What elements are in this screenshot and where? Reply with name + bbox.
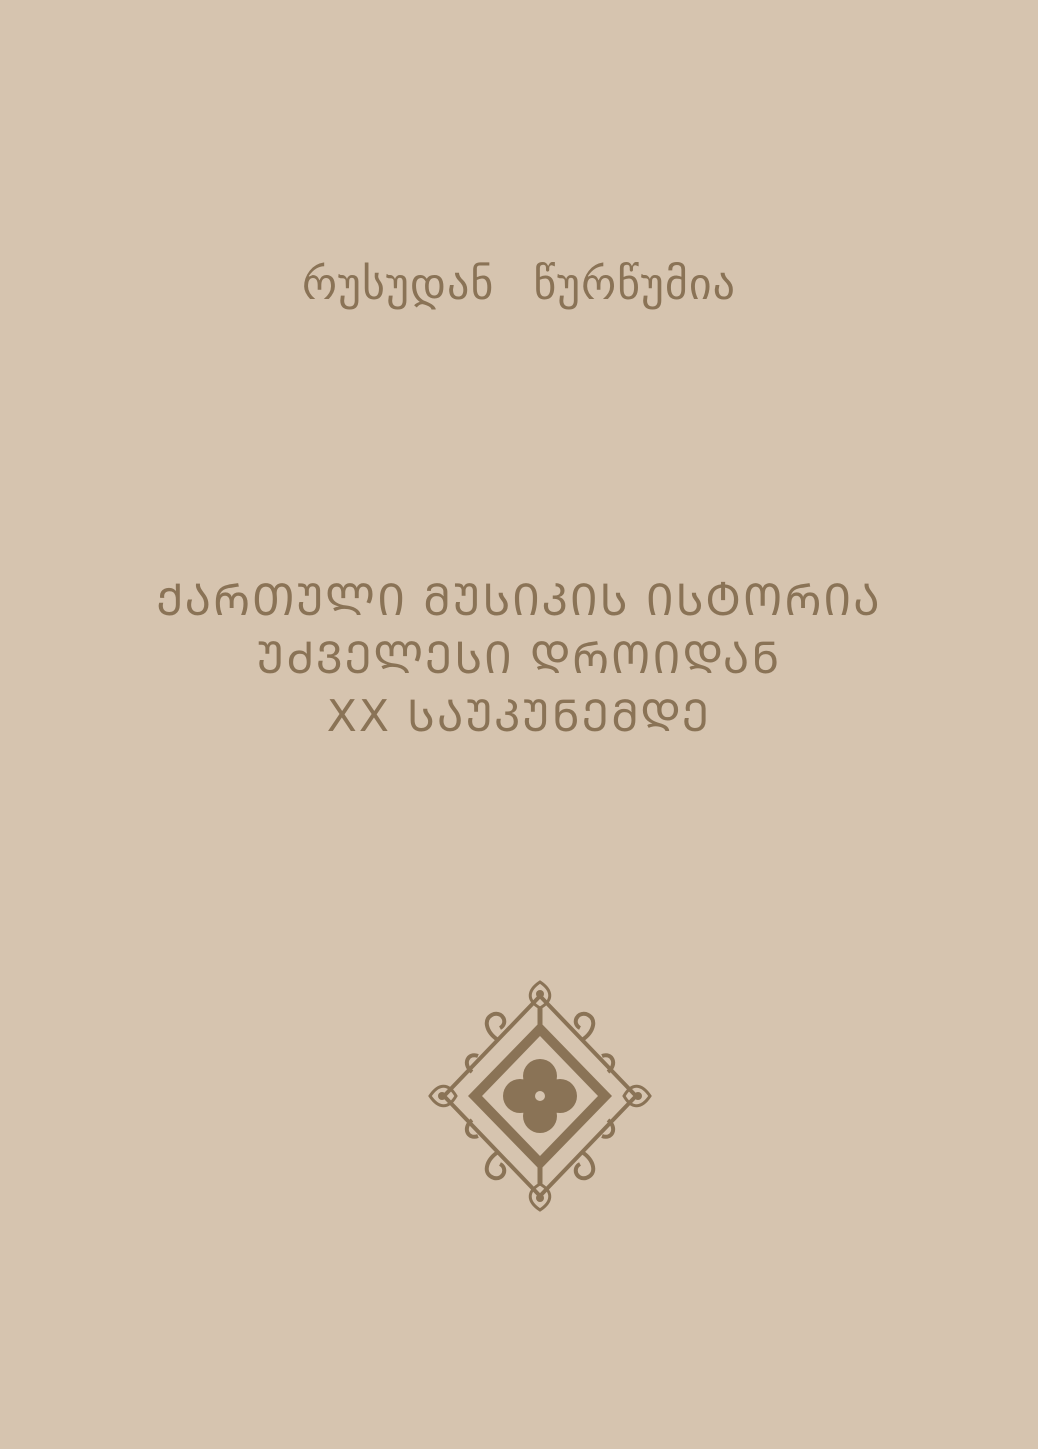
title-line-1: ᲥᲐᲠᲗᲣᲚᲘ ᲛᲣᲡᲘᲙᲘᲡ ᲘᲡᲢᲝᲠᲘᲐ <box>156 575 882 626</box>
author-name: რუსუდან წურწუმია <box>302 259 736 310</box>
georgian-rhombus-ornament-icon <box>428 980 652 1212</box>
title-line-2: ᲣᲫᲕᲔᲚᲔᲡᲘ ᲓᲠᲝᲘᲓᲐᲜ <box>256 633 782 684</box>
title-line-3: XX ᲡᲐᲣᲙᲣᲜᲔᲛᲓᲔ <box>326 691 712 742</box>
book-title <box>0 572 1038 746</box>
